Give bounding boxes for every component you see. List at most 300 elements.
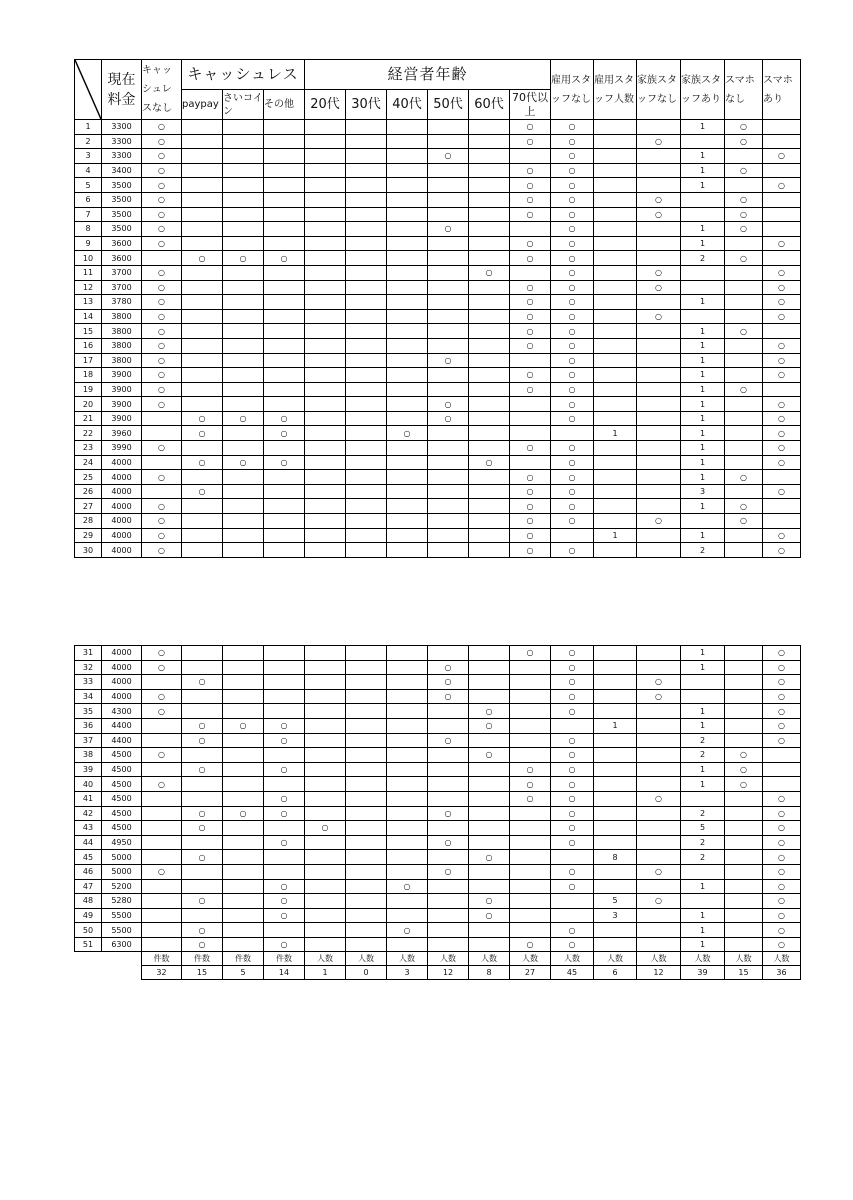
employed-staff-count-cell bbox=[594, 675, 637, 690]
table-row bbox=[75, 821, 801, 836]
age-30s-cell bbox=[346, 821, 387, 836]
age-60s-cell bbox=[469, 134, 510, 149]
paypay-cell bbox=[182, 646, 223, 661]
footer-total: 45 bbox=[551, 966, 594, 980]
age-40s-cell bbox=[387, 718, 428, 733]
cash-only-cell: ○ bbox=[142, 777, 182, 792]
smartphone-yes-cell bbox=[763, 762, 801, 777]
cash-only-cell bbox=[142, 821, 182, 836]
age-30s-cell bbox=[346, 543, 387, 558]
age-70-plus-cell: ○ bbox=[510, 441, 551, 456]
age-70-plus-cell: ○ bbox=[510, 528, 551, 543]
other-cashless-cell bbox=[264, 280, 305, 295]
age-70-plus-cell: ○ bbox=[510, 777, 551, 792]
age-60s-cell bbox=[469, 309, 510, 324]
current-fee-cell: 4300 bbox=[102, 704, 142, 719]
age-60s-cell bbox=[469, 251, 510, 266]
footer-label: 人数 bbox=[594, 952, 637, 966]
age-40s-cell bbox=[387, 441, 428, 456]
age-20s-cell bbox=[305, 675, 346, 690]
age-50s-cell bbox=[428, 937, 469, 952]
smartphone-yes-cell: ○ bbox=[763, 397, 801, 412]
age-40s-cell bbox=[387, 689, 428, 704]
saicoin-cell bbox=[223, 879, 264, 894]
age-70-plus-cell: ○ bbox=[510, 178, 551, 193]
cash-only-cell bbox=[142, 411, 182, 426]
current-fee-cell: 3800 bbox=[102, 324, 142, 339]
current-fee-cell: 4500 bbox=[102, 791, 142, 806]
header-cashless-group: キャッシュレス bbox=[182, 60, 305, 90]
family-staff-yes-cell: 3 bbox=[681, 484, 725, 499]
employed-staff-count-cell bbox=[594, 879, 637, 894]
age-70-plus-cell bbox=[510, 265, 551, 280]
header-family-staff-yes: 家族スタッフあり bbox=[681, 60, 725, 120]
family-staff-yes-cell: 1 bbox=[681, 646, 725, 661]
saicoin-cell bbox=[223, 864, 264, 879]
age-20s-cell bbox=[305, 236, 346, 251]
smartphone-yes-cell: ○ bbox=[763, 528, 801, 543]
age-40s-cell bbox=[387, 149, 428, 164]
age-30s-cell bbox=[346, 382, 387, 397]
saicoin-cell bbox=[223, 660, 264, 675]
smartphone-none-cell: ○ bbox=[725, 324, 763, 339]
age-40s-cell bbox=[387, 646, 428, 661]
age-50s-cell bbox=[428, 324, 469, 339]
age-70-plus-cell bbox=[510, 733, 551, 748]
paypay-cell bbox=[182, 192, 223, 207]
employed-staff-none-cell: ○ bbox=[551, 324, 594, 339]
employed-staff-none-cell: ○ bbox=[551, 120, 594, 135]
table-row bbox=[75, 338, 801, 353]
smartphone-none-cell bbox=[725, 718, 763, 733]
employed-staff-none-cell: ○ bbox=[551, 791, 594, 806]
age-20s-cell bbox=[305, 484, 346, 499]
age-60s-cell bbox=[469, 864, 510, 879]
family-staff-yes-cell: 5 bbox=[681, 821, 725, 836]
age-60s-cell bbox=[469, 777, 510, 792]
other-cashless-cell bbox=[264, 484, 305, 499]
age-60s-cell bbox=[469, 675, 510, 690]
family-staff-yes-cell: 1 bbox=[681, 528, 725, 543]
family-staff-none-cell: ○ bbox=[637, 280, 681, 295]
saicoin-cell bbox=[223, 762, 264, 777]
paypay-cell: ○ bbox=[182, 762, 223, 777]
family-staff-none-cell: ○ bbox=[637, 309, 681, 324]
family-staff-yes-cell bbox=[681, 864, 725, 879]
family-staff-yes-cell: 1 bbox=[681, 704, 725, 719]
employed-staff-count-cell bbox=[594, 309, 637, 324]
age-60s-cell bbox=[469, 236, 510, 251]
family-staff-yes-cell bbox=[681, 689, 725, 704]
header-age-20s: 20代 bbox=[305, 90, 346, 120]
age-30s-cell bbox=[346, 309, 387, 324]
paypay-cell bbox=[182, 704, 223, 719]
family-staff-none-cell bbox=[637, 338, 681, 353]
age-70-plus-cell: ○ bbox=[510, 309, 551, 324]
saicoin-cell bbox=[223, 192, 264, 207]
employed-staff-count-cell bbox=[594, 265, 637, 280]
employed-staff-none-cell: ○ bbox=[551, 455, 594, 470]
employed-staff-none-cell: ○ bbox=[551, 646, 594, 661]
footer-total: 39 bbox=[681, 966, 725, 980]
smartphone-none-cell bbox=[725, 806, 763, 821]
employed-staff-none-cell: ○ bbox=[551, 704, 594, 719]
other-cashless-cell bbox=[264, 470, 305, 485]
smartphone-yes-cell: ○ bbox=[763, 295, 801, 310]
smartphone-none-cell: ○ bbox=[725, 192, 763, 207]
current-fee-cell: 3960 bbox=[102, 426, 142, 441]
employed-staff-count-cell bbox=[594, 835, 637, 850]
age-50s-cell bbox=[428, 908, 469, 923]
employed-staff-count-cell bbox=[594, 864, 637, 879]
other-cashless-cell: ○ bbox=[264, 411, 305, 426]
age-50s-cell bbox=[428, 718, 469, 733]
family-staff-yes-cell: 1 bbox=[681, 923, 725, 938]
header-other: その他 bbox=[264, 90, 305, 120]
row-number: 12 bbox=[75, 280, 102, 295]
cash-only-cell bbox=[142, 879, 182, 894]
employed-staff-count-cell bbox=[594, 646, 637, 661]
row-number: 8 bbox=[75, 222, 102, 237]
paypay-cell bbox=[182, 660, 223, 675]
age-40s-cell bbox=[387, 777, 428, 792]
saicoin-cell bbox=[223, 543, 264, 558]
employed-staff-count-cell bbox=[594, 484, 637, 499]
employed-staff-count-cell bbox=[594, 923, 637, 938]
saicoin-cell: ○ bbox=[223, 455, 264, 470]
other-cashless-cell: ○ bbox=[264, 937, 305, 952]
other-cashless-cell bbox=[264, 309, 305, 324]
age-20s-cell bbox=[305, 382, 346, 397]
smartphone-none-cell bbox=[725, 178, 763, 193]
employed-staff-none-cell bbox=[551, 894, 594, 909]
cash-only-cell bbox=[142, 718, 182, 733]
current-fee-cell: 3900 bbox=[102, 411, 142, 426]
cash-only-cell bbox=[142, 426, 182, 441]
age-20s-cell: ○ bbox=[305, 821, 346, 836]
age-30s-cell bbox=[346, 894, 387, 909]
age-50s-cell: ○ bbox=[428, 835, 469, 850]
age-70-plus-cell bbox=[510, 704, 551, 719]
employed-staff-none-cell: ○ bbox=[551, 879, 594, 894]
family-staff-none-cell bbox=[637, 324, 681, 339]
family-staff-yes-cell: 1 bbox=[681, 908, 725, 923]
cash-only-cell: ○ bbox=[142, 192, 182, 207]
cash-only-cell bbox=[142, 806, 182, 821]
smartphone-none-cell bbox=[725, 441, 763, 456]
saicoin-cell bbox=[223, 748, 264, 763]
age-40s-cell bbox=[387, 543, 428, 558]
family-staff-yes-cell: 1 bbox=[681, 441, 725, 456]
smartphone-none-cell bbox=[725, 923, 763, 938]
age-30s-cell bbox=[346, 835, 387, 850]
age-60s-cell: ○ bbox=[469, 908, 510, 923]
smartphone-yes-cell: ○ bbox=[763, 908, 801, 923]
smartphone-none-cell bbox=[725, 675, 763, 690]
cash-only-cell: ○ bbox=[142, 748, 182, 763]
age-40s-cell bbox=[387, 908, 428, 923]
row-number: 34 bbox=[75, 689, 102, 704]
paypay-cell bbox=[182, 207, 223, 222]
table-row bbox=[75, 499, 801, 514]
age-30s-cell bbox=[346, 411, 387, 426]
age-50s-cell bbox=[428, 309, 469, 324]
age-40s-cell bbox=[387, 821, 428, 836]
age-60s-cell bbox=[469, 353, 510, 368]
saicoin-cell bbox=[223, 222, 264, 237]
smartphone-yes-cell: ○ bbox=[763, 178, 801, 193]
other-cashless-cell: ○ bbox=[264, 426, 305, 441]
age-40s-cell bbox=[387, 178, 428, 193]
cash-only-cell: ○ bbox=[142, 353, 182, 368]
footer-total: 6 bbox=[594, 966, 637, 980]
smartphone-yes-cell: ○ bbox=[763, 353, 801, 368]
smartphone-yes-cell: ○ bbox=[763, 689, 801, 704]
current-fee-cell: 4000 bbox=[102, 499, 142, 514]
current-fee-cell: 3990 bbox=[102, 441, 142, 456]
family-staff-none-cell bbox=[637, 733, 681, 748]
row-number: 35 bbox=[75, 704, 102, 719]
age-40s-cell bbox=[387, 499, 428, 514]
family-staff-yes-cell: 1 bbox=[681, 411, 725, 426]
saicoin-cell bbox=[223, 207, 264, 222]
cash-only-cell: ○ bbox=[142, 382, 182, 397]
smartphone-yes-cell: ○ bbox=[763, 484, 801, 499]
age-30s-cell bbox=[346, 251, 387, 266]
smartphone-yes-cell: ○ bbox=[763, 850, 801, 865]
smartphone-none-cell bbox=[725, 338, 763, 353]
table-row bbox=[75, 484, 801, 499]
row-number: 1 bbox=[75, 120, 102, 135]
employed-staff-count-cell bbox=[594, 470, 637, 485]
smartphone-none-cell bbox=[725, 426, 763, 441]
employed-staff-count-cell: 1 bbox=[594, 426, 637, 441]
employed-staff-none-cell bbox=[551, 528, 594, 543]
employed-staff-none-cell: ○ bbox=[551, 353, 594, 368]
table-row bbox=[75, 222, 801, 237]
smartphone-yes-cell: ○ bbox=[763, 937, 801, 952]
family-staff-none-cell bbox=[637, 149, 681, 164]
saicoin-cell bbox=[223, 923, 264, 938]
saicoin-cell bbox=[223, 382, 264, 397]
age-30s-cell bbox=[346, 134, 387, 149]
smartphone-none-cell bbox=[725, 733, 763, 748]
family-staff-yes-cell: 2 bbox=[681, 543, 725, 558]
employed-staff-count-cell bbox=[594, 762, 637, 777]
cash-only-cell: ○ bbox=[142, 134, 182, 149]
age-40s-cell bbox=[387, 660, 428, 675]
row-number: 14 bbox=[75, 309, 102, 324]
age-30s-cell bbox=[346, 528, 387, 543]
smartphone-none-cell bbox=[725, 295, 763, 310]
saicoin-cell bbox=[223, 368, 264, 383]
age-50s-cell: ○ bbox=[428, 733, 469, 748]
cash-only-cell bbox=[142, 850, 182, 865]
cash-only-cell: ○ bbox=[142, 324, 182, 339]
cash-only-cell: ○ bbox=[142, 646, 182, 661]
family-staff-yes-cell bbox=[681, 894, 725, 909]
age-30s-cell bbox=[346, 704, 387, 719]
age-20s-cell bbox=[305, 338, 346, 353]
smartphone-yes-cell: ○ bbox=[763, 923, 801, 938]
age-70-plus-cell: ○ bbox=[510, 791, 551, 806]
family-staff-yes-cell: 1 bbox=[681, 120, 725, 135]
saicoin-cell bbox=[223, 514, 264, 529]
family-staff-none-cell bbox=[637, 353, 681, 368]
other-cashless-cell bbox=[264, 192, 305, 207]
saicoin-cell bbox=[223, 499, 264, 514]
age-40s-cell bbox=[387, 338, 428, 353]
header-age-70-plus: 70代以上 bbox=[510, 90, 551, 120]
age-70-plus-cell: ○ bbox=[510, 368, 551, 383]
saicoin-cell bbox=[223, 937, 264, 952]
smartphone-none-cell: ○ bbox=[725, 748, 763, 763]
cash-only-cell bbox=[142, 733, 182, 748]
current-fee-cell: 5200 bbox=[102, 879, 142, 894]
age-50s-cell bbox=[428, 207, 469, 222]
saicoin-cell bbox=[223, 894, 264, 909]
other-cashless-cell bbox=[264, 675, 305, 690]
row-number: 43 bbox=[75, 821, 102, 836]
employed-staff-none-cell: ○ bbox=[551, 295, 594, 310]
other-cashless-cell bbox=[264, 499, 305, 514]
row-number: 20 bbox=[75, 397, 102, 412]
smartphone-yes-cell: ○ bbox=[763, 309, 801, 324]
cash-only-cell bbox=[142, 923, 182, 938]
current-fee-cell: 5000 bbox=[102, 864, 142, 879]
age-60s-cell bbox=[469, 514, 510, 529]
age-60s-cell: ○ bbox=[469, 850, 510, 865]
family-staff-yes-cell: 1 bbox=[681, 762, 725, 777]
age-20s-cell bbox=[305, 441, 346, 456]
employed-staff-none-cell: ○ bbox=[551, 806, 594, 821]
age-40s-cell bbox=[387, 514, 428, 529]
age-60s-cell bbox=[469, 120, 510, 135]
table-row bbox=[75, 733, 801, 748]
employed-staff-none-cell: ○ bbox=[551, 514, 594, 529]
age-50s-cell bbox=[428, 251, 469, 266]
age-20s-cell bbox=[305, 718, 346, 733]
family-staff-none-cell bbox=[637, 251, 681, 266]
table-row bbox=[75, 178, 801, 193]
diagonal-line-icon bbox=[75, 60, 101, 119]
saicoin-cell bbox=[223, 675, 264, 690]
employed-staff-none-cell: ○ bbox=[551, 762, 594, 777]
employed-staff-count-cell bbox=[594, 777, 637, 792]
row-number: 41 bbox=[75, 791, 102, 806]
age-60s-cell: ○ bbox=[469, 455, 510, 470]
table-row bbox=[75, 236, 801, 251]
row-number: 9 bbox=[75, 236, 102, 251]
employed-staff-count-cell bbox=[594, 295, 637, 310]
current-fee-cell: 4000 bbox=[102, 514, 142, 529]
age-30s-cell bbox=[346, 777, 387, 792]
employed-staff-none-cell: ○ bbox=[551, 411, 594, 426]
row-number: 42 bbox=[75, 806, 102, 821]
smartphone-yes-cell: ○ bbox=[763, 280, 801, 295]
family-staff-yes-cell: 2 bbox=[681, 850, 725, 865]
age-30s-cell bbox=[346, 864, 387, 879]
smartphone-yes-cell: ○ bbox=[763, 894, 801, 909]
table-row bbox=[75, 382, 801, 397]
family-staff-none-cell bbox=[637, 704, 681, 719]
age-70-plus-cell: ○ bbox=[510, 324, 551, 339]
family-staff-none-cell bbox=[637, 908, 681, 923]
row-number: 19 bbox=[75, 382, 102, 397]
table-row bbox=[75, 514, 801, 529]
paypay-cell bbox=[182, 280, 223, 295]
current-fee-cell: 5000 bbox=[102, 850, 142, 865]
age-30s-cell bbox=[346, 441, 387, 456]
family-staff-none-cell bbox=[637, 163, 681, 178]
age-50s-cell bbox=[428, 821, 469, 836]
employed-staff-count-cell bbox=[594, 543, 637, 558]
employed-staff-count-cell bbox=[594, 748, 637, 763]
age-70-plus-cell: ○ bbox=[510, 207, 551, 222]
age-60s-cell bbox=[469, 835, 510, 850]
row-number: 44 bbox=[75, 835, 102, 850]
footer-total: 0 bbox=[346, 966, 387, 980]
age-50s-cell bbox=[428, 280, 469, 295]
footer-total: 36 bbox=[763, 966, 801, 980]
age-30s-cell bbox=[346, 646, 387, 661]
other-cashless-cell bbox=[264, 850, 305, 865]
age-40s-cell bbox=[387, 864, 428, 879]
age-60s-cell bbox=[469, 806, 510, 821]
age-40s-cell bbox=[387, 353, 428, 368]
family-staff-yes-cell: 1 bbox=[681, 178, 725, 193]
other-cashless-cell bbox=[264, 236, 305, 251]
paypay-cell bbox=[182, 178, 223, 193]
age-50s-cell bbox=[428, 236, 469, 251]
survey-table-part-1 bbox=[74, 59, 801, 558]
cash-only-cell: ○ bbox=[142, 207, 182, 222]
family-staff-none-cell bbox=[637, 455, 681, 470]
current-fee-cell: 3500 bbox=[102, 222, 142, 237]
paypay-cell bbox=[182, 353, 223, 368]
family-staff-yes-cell bbox=[681, 280, 725, 295]
age-30s-cell bbox=[346, 353, 387, 368]
age-50s-cell: ○ bbox=[428, 149, 469, 164]
age-60s-cell bbox=[469, 762, 510, 777]
current-fee-cell: 5280 bbox=[102, 894, 142, 909]
table-row bbox=[75, 470, 801, 485]
cash-only-cell: ○ bbox=[142, 514, 182, 529]
table-row bbox=[75, 806, 801, 821]
age-30s-cell bbox=[346, 937, 387, 952]
row-number: 38 bbox=[75, 748, 102, 763]
age-40s-cell bbox=[387, 762, 428, 777]
age-20s-cell bbox=[305, 149, 346, 164]
age-20s-cell bbox=[305, 499, 346, 514]
other-cashless-cell: ○ bbox=[264, 879, 305, 894]
other-cashless-cell: ○ bbox=[264, 806, 305, 821]
age-30s-cell bbox=[346, 149, 387, 164]
row-number: 16 bbox=[75, 338, 102, 353]
paypay-cell: ○ bbox=[182, 806, 223, 821]
current-fee-cell: 3780 bbox=[102, 295, 142, 310]
employed-staff-none-cell: ○ bbox=[551, 251, 594, 266]
age-20s-cell bbox=[305, 163, 346, 178]
age-20s-cell bbox=[305, 660, 346, 675]
table-row bbox=[75, 835, 801, 850]
row-number: 6 bbox=[75, 192, 102, 207]
family-staff-none-cell bbox=[637, 937, 681, 952]
age-60s-cell bbox=[469, 222, 510, 237]
saicoin-cell: ○ bbox=[223, 411, 264, 426]
employed-staff-none-cell: ○ bbox=[551, 777, 594, 792]
cash-only-cell: ○ bbox=[142, 368, 182, 383]
